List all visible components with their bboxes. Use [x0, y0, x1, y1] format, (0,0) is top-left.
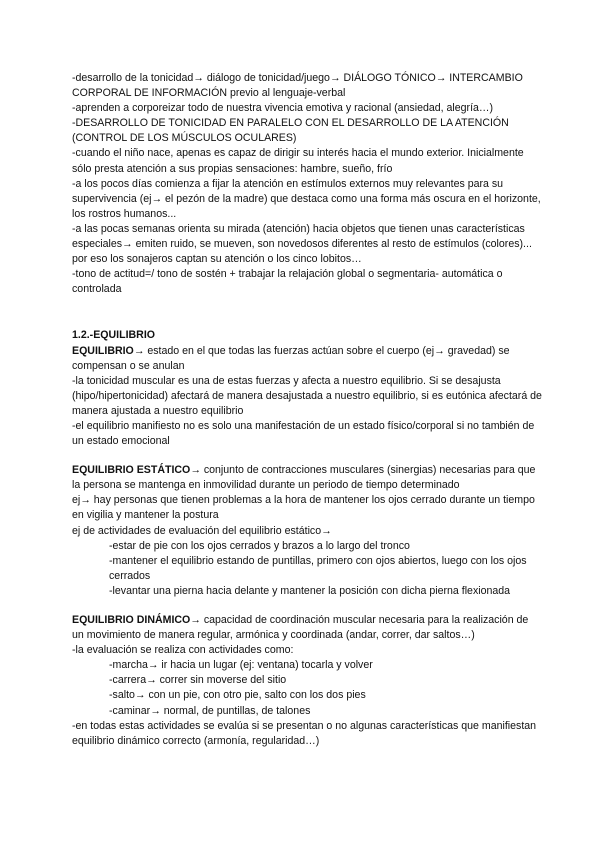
- definition-text: → estado en el que todas las fuerzas actúan sobre el cuerpo (ej→ gravedad) se compensan o se anulan: [72, 344, 510, 372]
- dynamic-activity: -marcha→ ir hacia un lugar (ej: ventana) tocarla y volver: [109, 659, 373, 672]
- static-definition: [72, 463, 542, 493]
- dynamic-eval-intro: -la evaluación se realiza con actividades como:: [72, 644, 294, 657]
- dynamic-text: → capacidad de coordinación muscular necesaria para la realización de un movimiento de manera regular, armónica y coordinada (andar, correr, dar saltos…): [72, 614, 529, 642]
- section-heading: 1.2.-EQUILIBRIO: [72, 329, 155, 342]
- document-page: [72, 71, 542, 749]
- intro-paragraph: -desarrollo de la tonicidad→ diálogo de tonicidad/juego→ DIÁLOGO TÓNICO→ INTERCAMBIO CORPORAL DE INFORMACIÓN previo al lenguaje-verbal: [72, 72, 523, 100]
- spacer: [72, 599, 542, 613]
- intro-paragraph: -DESARROLLO DE TONICIDAD EN PARALELO CON EL DESARROLLO DE LA ATENCIÓN (CONTROL DE LOS MÚSCULOS OCULARES): [72, 117, 509, 145]
- dynamic-activity: -caminar→ normal, de puntillas, de talones: [109, 704, 311, 717]
- definition-term: EQUILIBRIO: [72, 344, 134, 357]
- dynamic-closing: -en todas estas actividades se evalúa si se presentan o no algunas características que manifiestan equilibrio dinámico correcto (armonía, regularidad…): [72, 719, 537, 747]
- dynamic-activity: -carrera→ correr sin moverse del sitio: [109, 674, 287, 687]
- dynamic-term: EQUILIBRIO DINÁMICO: [72, 614, 191, 626]
- spacer: [72, 297, 542, 328]
- static-activity: -estar de pie con los ojos cerrados y brazos a lo largo del tronco: [109, 539, 410, 552]
- intro-paragraph: -aprenden a corporeizar todo de nuestra vivencia emotiva y racional (ansiedad, alegría…): [72, 102, 494, 115]
- static-activity: -mantener el equilibrio estando de puntillas, primero con ojos abiertos, luego con los ojos cerrados: [109, 554, 527, 582]
- dynamic-activity: -salto→ con un pie, con otro pie, salto con los dos pies: [109, 689, 366, 702]
- intro-paragraph: -a las pocas semanas orienta su mirada (atención) hacia objetos que tienen unas características especiales→ emiten ruido, se mueven, son novedosos diferentes al resto de estímulos (colores)... por eso los sonajeros captan su atención o los cinco lobitos…: [72, 222, 532, 266]
- intro-paragraph: -cuando el niño nace, apenas es capaz de dirigir su interés hacia el mundo exterior. Inicialmente sólo presta atención a sus propias sensaciones: hambre, sueño, frío: [72, 147, 524, 175]
- static-term: EQUILIBRIO ESTÁTICO: [72, 464, 191, 477]
- spacer: [72, 449, 542, 463]
- static-example: ej→ hay personas que tienen problemas a la hora de mantener los ojos cerrado durante un tiempo en vigilia y mantener la postura: [72, 494, 535, 522]
- static-activity: -levantar una pierna hacia delante y mantener la posición con dicha pierna flexionada: [109, 584, 511, 597]
- note-paragraph: -la tonicidad muscular es una de estas fuerzas y afecta a nuestro equilibrio. Si se desajusta (hipo/hipertonicidad) afectará de manera desajustada a nuestro equilibrio, si es eutónica afectará de manera ajustada a nuestro equilibrio: [72, 374, 542, 417]
- static-text: → conjunto de contracciones musculares (sinergias) necesarias para que la persona se mantenga en inmovilidad durante un periodo de tiempo determinado: [72, 464, 536, 492]
- static-activities-intro: ej de actividades de evaluación del equilibrio estático→: [72, 524, 332, 537]
- intro-paragraph: -a los pocos días comienza a fijar la atención en estímulos externos muy relevantes para su supervivencia (ej→ el pezón de la madre) que destaca como una forma más oscura en el horizonte, los rostros humanos...: [72, 177, 541, 220]
- note-paragraph: -el equilibrio manifiesto no es solo una manifestación de un estado físico/corporal si no también de un estado emocional: [72, 419, 535, 448]
- intro-paragraph: -tono de actitud=/ tono de sostén + trabajar la relajación global o segmentaria- automática o controlada: [72, 268, 503, 296]
- definition-paragraph: [72, 344, 542, 374]
- dynamic-definition: [72, 613, 542, 643]
